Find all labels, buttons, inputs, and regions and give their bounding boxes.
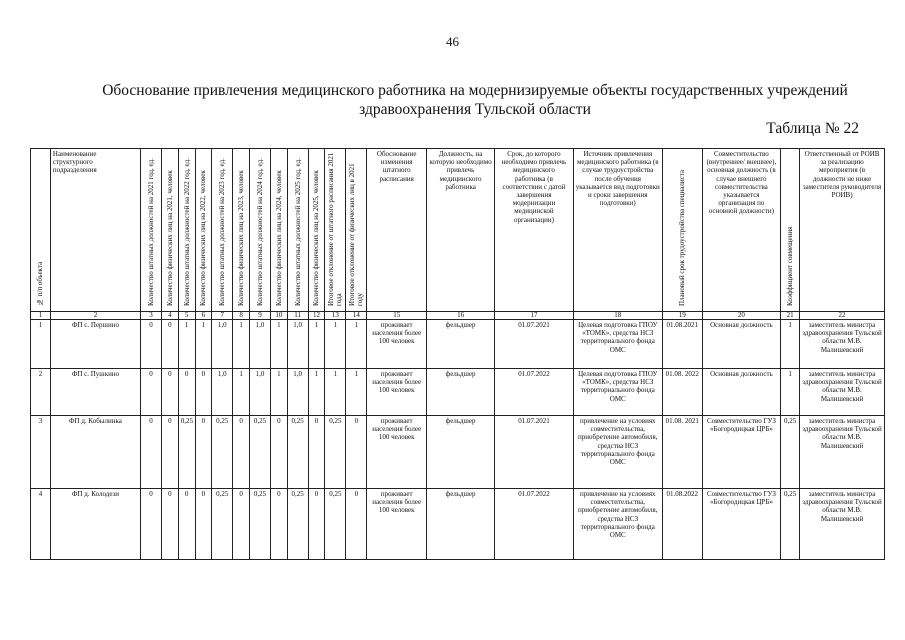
- header-cell: Количество физических лиц на 2024, человек: [270, 149, 287, 312]
- title-line-1: Обоснование привлечения медицинского работника на модернизируемые объекты государственных учреждений: [102, 82, 848, 99]
- column-number: 10: [270, 312, 287, 320]
- column-number: 7: [212, 312, 233, 320]
- table-cell: 1: [325, 369, 346, 416]
- column-number: 15: [367, 312, 427, 320]
- table-cell: 1: [346, 369, 367, 416]
- table-row: [31, 320, 885, 369]
- header-cell: Обоснование изменения штатного расписания: [367, 149, 427, 312]
- header-cell: Должность, на которую необходимо привлечь медицинского работника: [427, 149, 495, 312]
- table-cell: заместитель министра здравоохранения Тульской области М.В. Малишевский: [800, 320, 885, 369]
- table-cell: 0: [195, 489, 212, 560]
- table-cell: фельдшер: [427, 489, 495, 560]
- header-cell: Количество штатных должностей на 2025 год, ед.: [287, 149, 308, 312]
- table-cell: 01.08. 2022: [662, 369, 702, 416]
- header-cell: Итоговое отклонение от штатного расписания 2021 года: [325, 149, 346, 312]
- table-cell: 1: [346, 320, 367, 369]
- column-number: 11: [287, 312, 308, 320]
- table-cell: привлечение на условиях совместительства, приобретение автомобиля, средства НСЗ территориального фонда ОМС: [573, 416, 662, 489]
- table-cell: Совместительство ГУЗ «Богородицкая ЦРБ»: [702, 489, 781, 560]
- table-cell: 0: [233, 489, 250, 560]
- table-cell: 0,25: [287, 489, 308, 560]
- table-cell: Основная должность: [702, 320, 781, 369]
- table-cell: фельдшер: [427, 320, 495, 369]
- table-cell: проживает населения более 100 человек: [367, 489, 427, 560]
- header-cell: Количество физических лиц на 2021, человек: [161, 149, 178, 312]
- header-cell: Количество физических лиц на 2025, человек: [308, 149, 325, 312]
- table-cell: Целевая подготовка ГПОУ «ТОМК», средства НСЗ территориального фонда ОМС: [573, 320, 662, 369]
- header-cell: Ответственный от РОИВ за реализацию мероприятия (в должности не ниже заместителя руководителя РОИВ): [800, 149, 885, 312]
- table-cell: 01.08.2021: [662, 320, 702, 369]
- table-cell: проживает населения более 100 человек: [367, 416, 427, 489]
- table-cell: 0,25: [781, 489, 800, 560]
- column-number: 21: [781, 312, 800, 320]
- header-cell: Срок, до которого необходимо привлечь медицинского работника (в соответствии с датой завершения модернизации медицинской организации): [495, 149, 574, 312]
- table-cell: 1,0: [249, 320, 270, 369]
- table-cell: 0: [270, 489, 287, 560]
- table-cell: ФП д. Колодези: [50, 489, 140, 560]
- title-line-2: здравоохранения Тульской области: [359, 101, 591, 118]
- table-cell: 1: [270, 320, 287, 369]
- table-cell: 01.07.2021: [495, 416, 574, 489]
- table-cell: 0: [161, 320, 178, 369]
- table-cell: 1: [270, 369, 287, 416]
- table-cell: заместитель министра здравоохранения Тульской области М.В. Малишевский: [800, 369, 885, 416]
- table-cell: заместитель министра здравоохранения Тульской области М.В. Малишевский: [800, 489, 885, 560]
- header-cell: Наименование структурного подразделения: [50, 149, 140, 312]
- table-cell: 0,25: [325, 416, 346, 489]
- table-cell: 1: [31, 320, 51, 369]
- table-cell: 0: [195, 416, 212, 489]
- table-cell: фельдшер: [427, 369, 495, 416]
- table-cell: 2: [31, 369, 51, 416]
- header-row: [31, 149, 885, 312]
- header-cell: Количество физических лиц на 2023, человек: [233, 149, 250, 312]
- table-cell: 1,0: [212, 369, 233, 416]
- header-cell: Источник привлечения медицинского работника (в случае трудоустройства после обучения указывается вид подготовки и сроки завершения подготовки): [573, 149, 662, 312]
- table-row: [31, 489, 885, 560]
- table-cell: 1: [781, 369, 800, 416]
- table-cell: 1,0: [249, 369, 270, 416]
- header-cell: Плановый срок трудоустройства специалиста: [662, 149, 702, 312]
- column-number: 13: [325, 312, 346, 320]
- header-cell: Количество штатных должностей на 2021 год, ед.: [141, 149, 162, 312]
- table-cell: 1: [233, 320, 250, 369]
- column-number: 16: [427, 312, 495, 320]
- table-cell: 0,25: [178, 416, 195, 489]
- table-cell: 1: [325, 320, 346, 369]
- table-cell: фельдшер: [427, 416, 495, 489]
- table-cell: 1: [178, 320, 195, 369]
- table-label: Таблица № 22: [766, 120, 859, 137]
- table-cell: Совместительство ГУЗ «Богородицкая ЦРБ»: [702, 416, 781, 489]
- column-number: 4: [161, 312, 178, 320]
- column-number: 18: [573, 312, 662, 320]
- table-cell: 01.08. 2021: [662, 416, 702, 489]
- column-number: 14: [346, 312, 367, 320]
- column-number: 3: [141, 312, 162, 320]
- column-number: 17: [495, 312, 574, 320]
- page-number: 46: [446, 34, 459, 49]
- column-number: 22: [800, 312, 885, 320]
- table-cell: 0: [346, 416, 367, 489]
- table-cell: Целевая подготовка ГПОУ «ТОМК», средства НСЗ территориального фонда ОМС: [573, 369, 662, 416]
- header-cell: Количество штатных должностей на 2022 год, ед.: [178, 149, 195, 312]
- table-cell: 4: [31, 489, 51, 560]
- table-cell: 01.07.2021: [495, 320, 574, 369]
- column-number-row: [31, 312, 885, 320]
- table-cell: 0: [178, 489, 195, 560]
- column-number: 2: [50, 312, 140, 320]
- staffing-table: [30, 148, 885, 560]
- table-cell: 1: [233, 369, 250, 416]
- table-row: [31, 369, 885, 416]
- column-number: 1: [31, 312, 51, 320]
- table-cell: 0: [141, 416, 162, 489]
- header-cell: № п/п объекта: [31, 149, 51, 312]
- table-cell: 0: [161, 369, 178, 416]
- table-cell: 01.07.2022: [495, 489, 574, 560]
- header-cell: Совместительство (внутреннее/ внешнее), основная должность (в случае внешнего совместительства указывается организация по основной должности): [702, 149, 781, 312]
- table-cell: 1,0: [287, 369, 308, 416]
- table-cell: 1,0: [212, 320, 233, 369]
- table-cell: 0: [161, 489, 178, 560]
- document-title: [60, 81, 890, 119]
- table-cell: 1: [781, 320, 800, 369]
- table-cell: Основная должность: [702, 369, 781, 416]
- table-cell: 0,25: [212, 416, 233, 489]
- table-cell: 0,25: [249, 416, 270, 489]
- table-cell: 0: [141, 369, 162, 416]
- table-cell: проживает населения более 100 человек: [367, 320, 427, 369]
- table-cell: 1,0: [287, 320, 308, 369]
- table-cell: 0,25: [325, 489, 346, 560]
- table-cell: 0: [308, 489, 325, 560]
- table-cell: 0: [161, 416, 178, 489]
- column-number: 19: [662, 312, 702, 320]
- table-cell: 0: [270, 416, 287, 489]
- table-cell: 01.08.2022: [662, 489, 702, 560]
- table-cell: привлечение на условиях совместительства, приобретение автомобиля, средства НСЗ территориального фонда ОМС: [573, 489, 662, 560]
- column-number: 9: [249, 312, 270, 320]
- table-cell: 0: [141, 489, 162, 560]
- table-cell: 0: [308, 416, 325, 489]
- header-cell: Количество штатных должностей на 2023 год, ед.: [212, 149, 233, 312]
- table-cell: 3: [31, 416, 51, 489]
- table-cell: 0: [233, 416, 250, 489]
- table-cell: 1: [308, 320, 325, 369]
- table-cell: ФП с. Пушкино: [50, 369, 140, 416]
- column-number: 6: [195, 312, 212, 320]
- table-cell: ФП с. Першино: [50, 320, 140, 369]
- table-cell: 0,25: [212, 489, 233, 560]
- header-cell: Количество штатных должностей на 2024 год, ед.: [249, 149, 270, 312]
- table-cell: 0,25: [781, 416, 800, 489]
- table-cell: заместитель министра здравоохранения Тульской области М.В. Малишевский: [800, 416, 885, 489]
- column-number: 5: [178, 312, 195, 320]
- table-cell: проживает населения более 100 человек: [367, 369, 427, 416]
- table-cell: 01.07.2022: [495, 369, 574, 416]
- column-number: 20: [702, 312, 781, 320]
- column-number: 12: [308, 312, 325, 320]
- table-row: [31, 416, 885, 489]
- table-cell: 0,25: [249, 489, 270, 560]
- column-number: 8: [233, 312, 250, 320]
- table-cell: 0,25: [287, 416, 308, 489]
- table-cell: 0: [346, 489, 367, 560]
- table-cell: 0: [178, 369, 195, 416]
- table-cell: ФП д. Кобылинка: [50, 416, 140, 489]
- table-cell: 0: [141, 320, 162, 369]
- header-cell: Коэффициент совмещения: [781, 149, 800, 312]
- header-cell: Количество физических лиц на 2022, человек: [195, 149, 212, 312]
- table-cell: 1: [308, 369, 325, 416]
- table-cell: 1: [195, 320, 212, 369]
- table-cell: 0: [195, 369, 212, 416]
- header-cell: Итоговое отклонение от физических лиц в 2021 году: [346, 149, 367, 312]
